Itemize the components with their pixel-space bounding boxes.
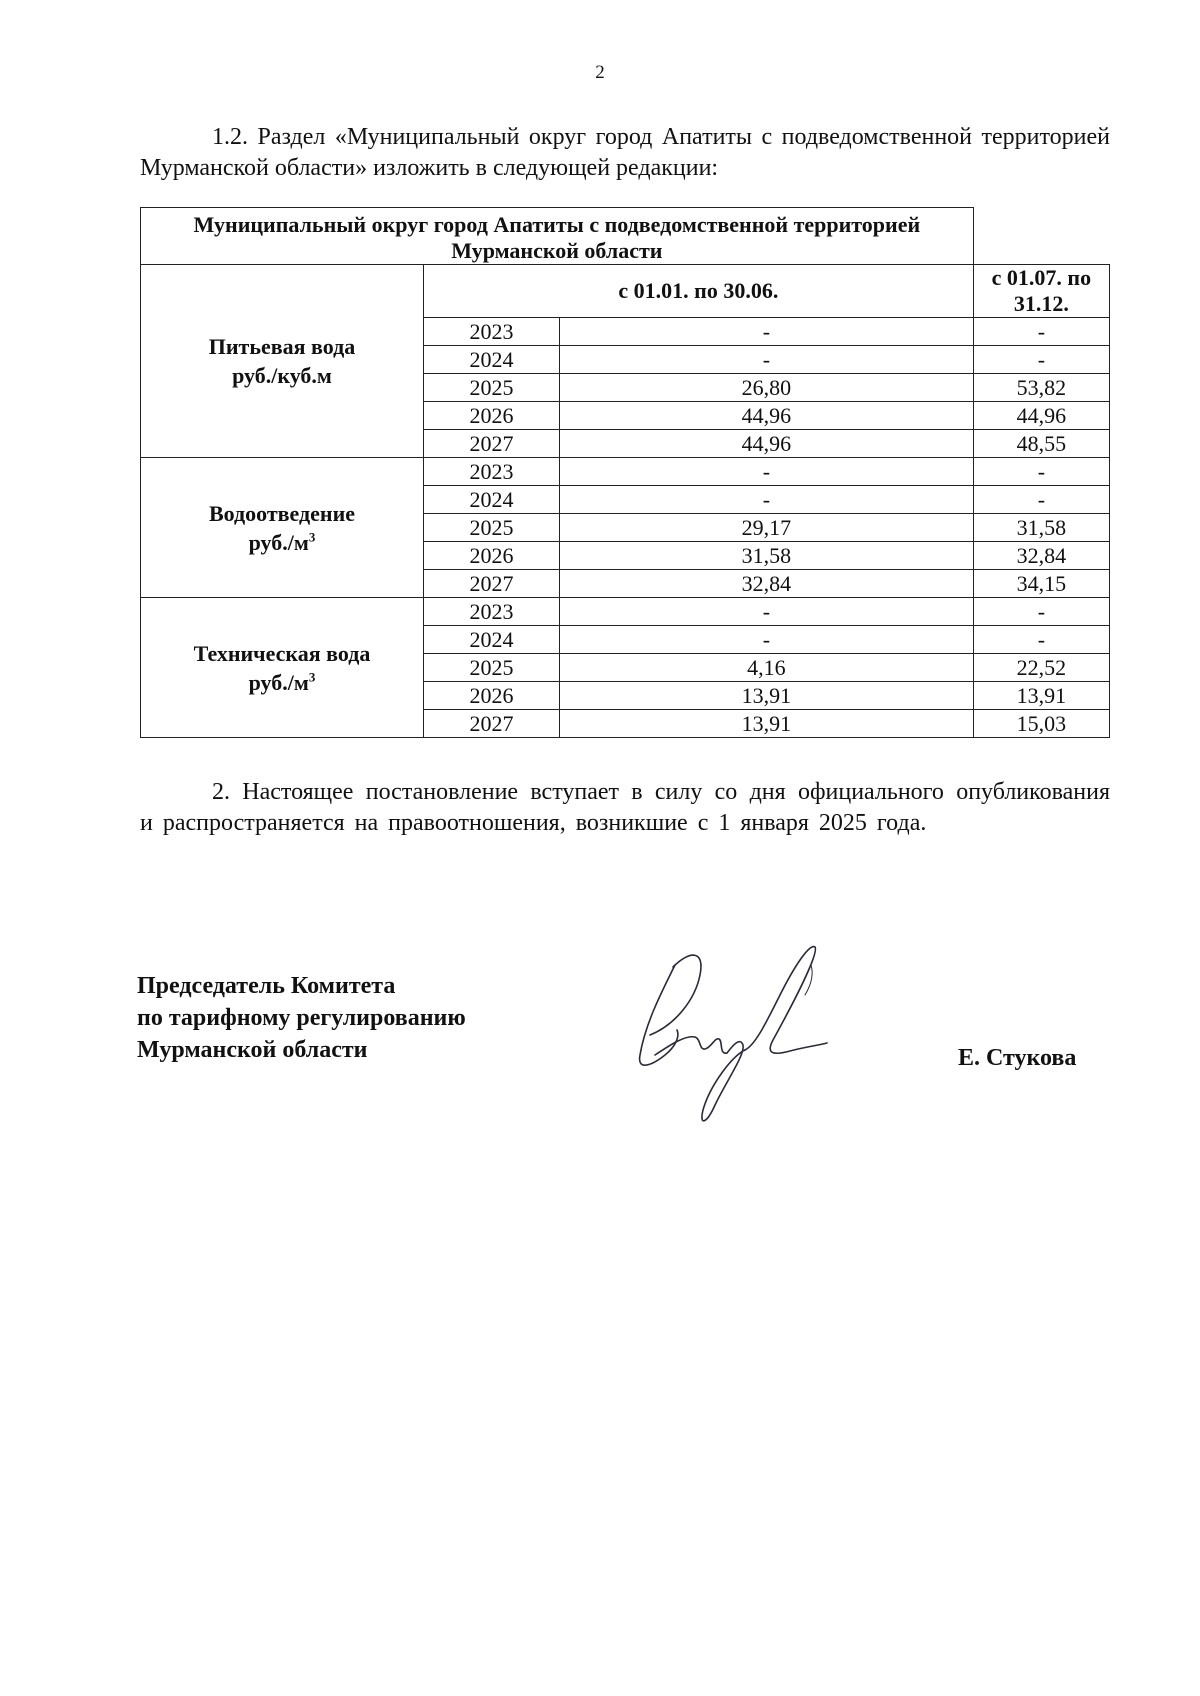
value-period-1: -: [560, 346, 974, 374]
value-period-2: 32,84: [973, 542, 1109, 570]
value-period-1: 32,84: [560, 570, 974, 598]
value-period-1: 44,96: [560, 430, 974, 458]
value-period-2: 48,55: [973, 430, 1109, 458]
year-cell: 2027: [424, 710, 560, 738]
year-cell: 2024: [424, 346, 560, 374]
year-cell: 2027: [424, 430, 560, 458]
value-period-1: -: [560, 598, 974, 626]
group-label-technical-water: [141, 598, 424, 738]
value-period-1: 13,91: [560, 710, 974, 738]
group-label-wastewater: [141, 458, 424, 598]
value-period-1: 26,80: [560, 374, 974, 402]
year-cell: 2026: [424, 682, 560, 710]
tariff-table: [140, 207, 1110, 738]
value-period-2: -: [973, 458, 1109, 486]
handwritten-signature: [615, 905, 845, 1135]
signer-name: Е. Стукова: [958, 1045, 1077, 1071]
position-line: по тарифному регулированию: [137, 1005, 466, 1031]
value-period-2: -: [973, 626, 1109, 654]
group-name: Питьевая вода: [208, 334, 356, 359]
year-cell: 2025: [424, 374, 560, 402]
table-title-row: [141, 208, 1110, 265]
group-unit: руб./куб.м: [232, 363, 332, 388]
value-period-1: -: [560, 458, 974, 486]
group-label-drinking-water: [141, 265, 424, 458]
value-period-1: 13,91: [560, 682, 974, 710]
group-name: Техническая вода: [193, 640, 371, 666]
value-period-1: -: [560, 626, 974, 654]
year-cell: 2024: [424, 486, 560, 514]
value-period-1: 4,16: [560, 654, 974, 682]
value-period-1: -: [560, 486, 974, 514]
value-period-2: 22,52: [973, 654, 1109, 682]
year-cell: 2023: [424, 318, 560, 346]
group-name: Водоотведение: [208, 500, 356, 526]
value-period-2: 31,58: [973, 514, 1109, 542]
year-cell: 2023: [424, 458, 560, 486]
value-period-2: -: [973, 346, 1109, 374]
table-title: Муниципальный округ город Апатиты с подведомственной территорией Мурманской области: [141, 208, 974, 265]
signatory-position: [137, 970, 466, 1066]
value-period-2: 13,91: [973, 682, 1109, 710]
year-cell: 2026: [424, 402, 560, 430]
period-header-1: с 01.01. по 30.06.: [424, 265, 974, 318]
table-row: [141, 458, 1110, 486]
value-period-2: -: [973, 318, 1109, 346]
value-period-1: 44,96: [560, 402, 974, 430]
value-period-1: 29,17: [560, 514, 974, 542]
value-period-2: 44,96: [973, 402, 1109, 430]
table-row: [141, 598, 1110, 626]
period-header-2: с 01.07. по 31.12.: [973, 265, 1109, 318]
value-period-2: 34,15: [973, 570, 1109, 598]
year-cell: 2023: [424, 598, 560, 626]
value-period-2: -: [973, 598, 1109, 626]
year-cell: 2027: [424, 570, 560, 598]
group-unit: $руб./м^3$: [248, 669, 316, 695]
year-cell: 2025: [424, 654, 560, 682]
value-period-2: 53,82: [973, 374, 1109, 402]
group-unit: $руб./м^3$: [248, 529, 316, 555]
value-period-2: 15,03: [973, 710, 1109, 738]
position-line: Председатель Комитета: [137, 973, 396, 999]
page-number: 2: [595, 62, 605, 83]
paragraph-section-change: 1.2. Раздел «Муниципальный округ город Апатиты с подведомственной территорией Мурманской области» изложить в следующей редакции:: [140, 124, 1110, 181]
value-period-1: -: [560, 318, 974, 346]
position-line: Мурманской области: [137, 1037, 368, 1063]
year-cell: 2024: [424, 626, 560, 654]
year-cell: 2026: [424, 542, 560, 570]
value-period-2: -: [973, 486, 1109, 514]
value-period-1: 31,58: [560, 542, 974, 570]
paragraph-effective-date: 2. Настоящее постановление вступает в силу со дня официального опубликования и распространяется на правоотношения, возникшие с 1 января 2025 года.: [140, 779, 1110, 836]
year-cell: 2025: [424, 514, 560, 542]
table-period-row: [141, 265, 1110, 318]
